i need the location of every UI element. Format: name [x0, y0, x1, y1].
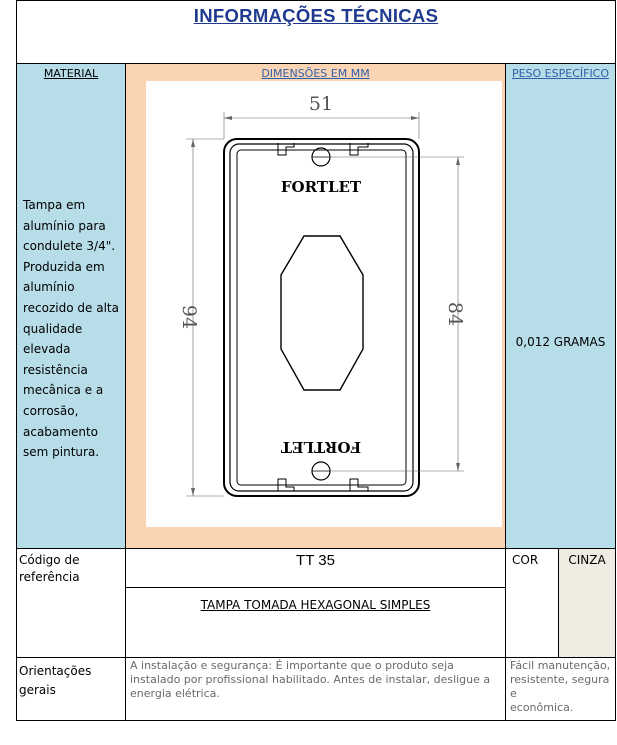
benefit-line: resistente, segura e	[510, 673, 610, 700]
material-cell	[16, 63, 126, 549]
inner-height-dimension: 84	[444, 301, 466, 327]
color-value: CINZA	[568, 553, 606, 567]
material-line: sem pintura.	[23, 445, 100, 460]
guidance-label-line: gerais	[19, 683, 56, 697]
material-line: corrosão,	[23, 403, 79, 418]
reference-label	[19, 552, 80, 586]
material-description	[23, 195, 128, 463]
height-dimension: 94	[178, 304, 200, 330]
guidance-label-cell	[16, 657, 126, 721]
guidance-label	[19, 662, 91, 700]
reference-code-cell	[125, 548, 506, 658]
benefits-cell	[505, 657, 616, 721]
reference-label-cell	[16, 548, 126, 658]
title-bar	[16, 0, 616, 63]
material-line: alumínio	[23, 280, 75, 295]
color-value-cell	[558, 548, 616, 658]
brand-top: FORTLET	[280, 178, 362, 196]
material-line: elevada	[23, 342, 71, 357]
weight-value: 0,012 GRAMAS	[515, 335, 606, 349]
technical-drawing	[146, 81, 502, 527]
material-line: Tampa em	[23, 198, 86, 212]
guidance-text-cell	[125, 657, 506, 721]
material-line: condulete 3/4".	[23, 239, 116, 254]
guidance-label-line: Orientações	[19, 664, 92, 678]
guidance-text-line: A instalação e segurança: É importante que o produto seja	[130, 659, 454, 672]
dimensions-header: DIMENSÕES EM MM	[261, 67, 370, 80]
divider	[126, 587, 505, 588]
material-line: qualidade	[23, 321, 83, 336]
brand-bottom: FORTLET	[280, 438, 362, 456]
material-line: resistência	[23, 362, 88, 377]
material-line: Produzida em	[23, 259, 105, 274]
material-header: MATERIAL	[43, 67, 99, 80]
benefits-text	[510, 659, 615, 715]
benefit-line: Fácil manutenção,	[510, 659, 611, 672]
weight-cell	[505, 63, 616, 549]
material-line: acabamento	[23, 424, 98, 439]
reference-label-line: Código de	[19, 553, 80, 567]
color-label: COR	[512, 553, 539, 567]
width-dimension: 51	[308, 93, 334, 115]
product-description: TAMPA TOMADA HEXAGONAL SIMPLES	[200, 598, 431, 612]
material-line: alumínio para	[23, 218, 106, 233]
reference-label-line: referência	[19, 570, 80, 584]
material-line: recozido de alta	[23, 300, 119, 315]
cover-plate-drawing	[146, 81, 502, 527]
guidance-text-line: energia elétrica.	[130, 687, 220, 700]
guidance-text-line: instalado por profissional habilitado. Antes de instalar, desligue a	[130, 673, 491, 686]
weight-header: PESO ESPECÍFICO	[511, 67, 610, 80]
page-title: INFORMAÇÕES TÉCNICAS	[193, 5, 439, 26]
benefit-line: econômica.	[510, 701, 574, 714]
color-label-cell	[505, 548, 559, 658]
material-line: mecânica e a	[23, 383, 104, 398]
guidance-text	[130, 659, 502, 701]
technical-sheet	[16, 0, 616, 721]
product-code: TT 35	[296, 552, 335, 569]
